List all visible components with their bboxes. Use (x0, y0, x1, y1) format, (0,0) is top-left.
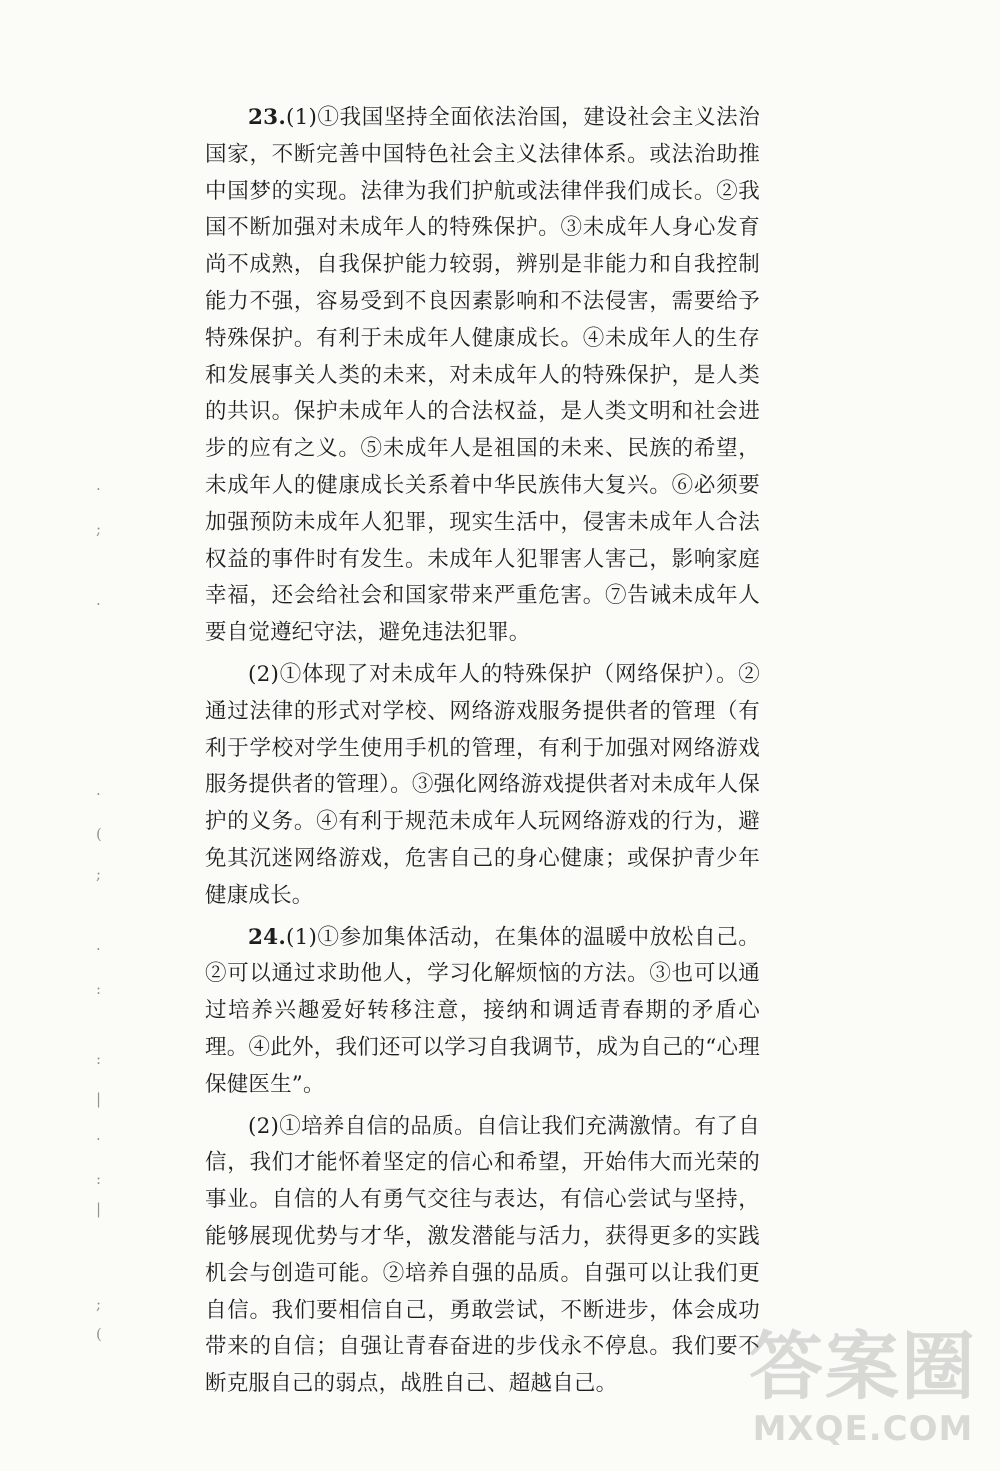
q23-number: 23. (248, 105, 287, 130)
q24-part1-paragraph (205, 920, 760, 1104)
site-watermark (738, 1325, 988, 1465)
watermark-logo: 答案圈 (749, 1324, 977, 1410)
q24-part1-text: (1)①参加集体活动，在集体的温暖中放松自己。②可以通过求助他人，学习化解烦恼的方法。③也可以通过培养兴趣爱好转移注意，接纳和调适青春期的矛盾心理。④此外，我们还可以学习自我调节，成为自己的“心理保健医生”。 (205, 924, 760, 1097)
answer-text (205, 100, 760, 1403)
q24-part2-paragraph: (2)①培养自信的品质。自信让我们充满激情。有了自信，我们才能怀着坚定的信心和希望，开始伟大而光荣的事业。自信的人有勇气交往与表达，有信心尝试与坚持，能够展现优势与才华，激发潜能与活力，获得更多的实践机会与创造可能。②培养自强的品质。自强可以让我们更自信。我们要相信自己，勇敢尝试，不断进步，体会成功带来的自信；自强让青春奋进的步伐永不停息。我们要不断克服自己的弱点，战胜自己、超越自己。 (205, 1113, 760, 1397)
watermark-url: MXQE.COM (752, 1409, 974, 1449)
q23-part2-paragraph: (2)①体现了对未成年人的特殊保护（网络保护）。②通过法律的形式对学校、网络游戏服务提供者的管理（有利于学校对学生使用手机的管理，有利于加强对网络游戏服务提供者的管理）。③强化网络游戏提供者对未成年人保护的义务。④有利于规范未成年人玩网络游戏的行为，避免其沉迷网络游戏，危害自己的身心健康；或保护青少年健康成长。 (205, 661, 760, 908)
binding-margin-marks: · ; · · ( ; · : : | · : | ; ( (96, 480, 102, 1343)
q23-part1-paragraph (205, 100, 760, 652)
q24-number: 24. (248, 924, 287, 950)
q23-part1-text: (1)①我国坚持全面依法治国，建设社会主义法治国家，不断完善中国特色社会主义法律体系。或法治助推中国梦的实现。法律为我们护航或法律伴我们成长。②我国不断加强对未成年人的特殊保护。③未成年人身心发育尚不成熟，自我保护能力较弱，辨别是非能力和自我控制能力不强，容易受到不良因素影响和不法侵害，需要给予特殊保护。有利于未成年人健康成长。④未成年人的生存和发展事关人类的未来，对未成年人的特殊保护，是人类的共识。保护未成年人的合法权益，是人类文明和社会进步的应有之义。⑤未成年人是祖国的未来、民族的希望，未成年人的健康成长关系着中华民族伟大复兴。⑥必须要加强预防未成年人犯罪，现实生活中，侵害未成年人合法权益的事件时有发生。未成年人犯罪害人害己，影响家庭幸福，还会给社会和国家带来严重危害。⑦告诫未成年人要自觉遵纪守法，避免违法犯罪。 (205, 105, 760, 646)
